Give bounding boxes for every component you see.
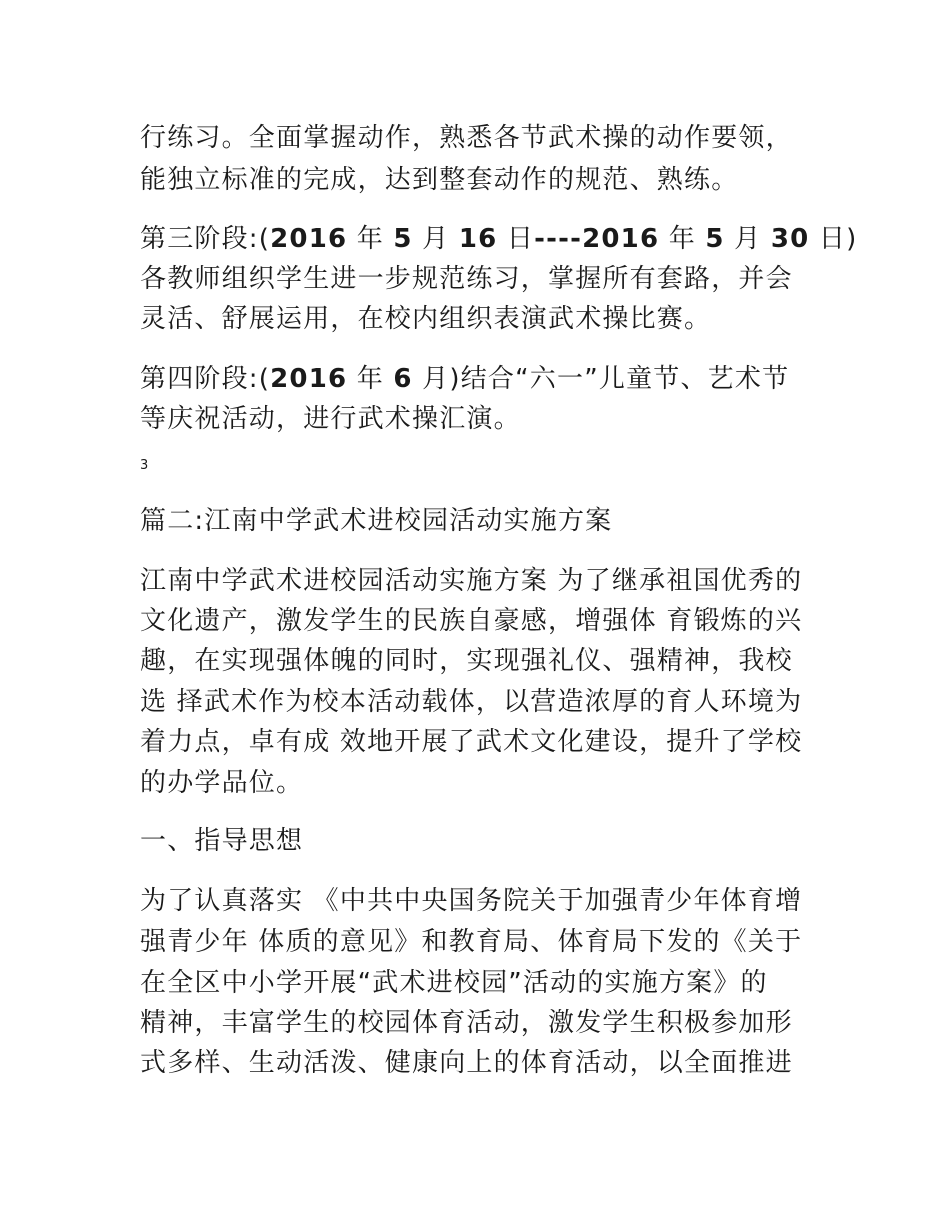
unit-text: 年: [659, 224, 706, 254]
year: 2016: [270, 364, 348, 394]
date-dash: ----: [534, 224, 583, 254]
day: 16: [458, 224, 498, 254]
paragraph-line: 文化遗产，激发学生的民族自豪感，增强体 育锻炼的兴: [140, 606, 803, 636]
paragraph-line: 选 择武术作为校本活动载体，以营造浓厚的育人环境为: [140, 687, 803, 717]
phase-four-line: [140, 362, 820, 396]
unit-text: 日: [497, 224, 535, 254]
day: 30: [770, 224, 810, 254]
unit-text: 月: [724, 224, 771, 254]
paragraph-line: 式多样、生动活泼、健康向上的体育活动，以全面推进: [140, 1048, 793, 1078]
paragraph-line: 的办学品位。: [140, 768, 304, 798]
paragraph-line: 强青少年 体质的意见》和教育局、体育局下发的《关于: [140, 927, 803, 957]
paragraph-line: 趣，在实现强体魄的同时，实现强礼仪、强精神，我校: [140, 646, 793, 676]
paragraph-line: 在全区中小学开展“武术进校园”活动的实施方案》的: [140, 968, 768, 998]
paragraph-line: 行练习。全面掌握动作，熟悉各节武术操的动作要领，: [140, 123, 793, 153]
paragraph-line: 等庆祝活动，进行武术操汇演。: [140, 404, 521, 434]
heading-guiding-idea: 一、指导思想: [140, 826, 304, 856]
unit-text: 日): [809, 224, 858, 254]
month: 5: [393, 224, 413, 254]
paragraph-line: 各教师组织学生进一步规范练习，掌握所有套路，并会: [140, 264, 793, 294]
paragraph-line: 灵活、舒展运用，在校内组织表演武术操比赛。: [140, 304, 712, 334]
month: 5: [705, 224, 725, 254]
section-title: 篇二:江南中学武术进校园活动实施方案: [140, 506, 613, 536]
phase-label: 第三阶段:(: [140, 224, 271, 254]
page-number: 3: [140, 458, 149, 473]
year: 2016: [270, 224, 348, 254]
unit-text: 年: [347, 224, 394, 254]
paragraph-line: 着力点，卓有成 效地开展了武术文化建设，提升了学校: [140, 727, 803, 757]
paragraph-line: 精神，丰富学生的校园体育活动，激发学生积极参加形: [140, 1008, 793, 1038]
paragraph-text: 月)结合“六一”儿童节、艺术节: [412, 364, 790, 394]
unit-text: 月: [412, 224, 459, 254]
month: 6: [393, 364, 413, 394]
phase-label: 第四阶段:(: [140, 364, 271, 394]
phase-three-line: [140, 222, 858, 256]
paragraph-line: 能独立标准的完成，达到整套动作的规范、熟练。: [140, 165, 739, 195]
unit-text: 年: [347, 364, 394, 394]
year: 2016: [582, 224, 660, 254]
paragraph-line: 江南中学武术进校园活动实施方案 为了继承祖国优秀的: [140, 566, 803, 596]
paragraph-line: 为了认真落实 《中共中央国务院关于加强青少年体育增: [140, 886, 803, 916]
